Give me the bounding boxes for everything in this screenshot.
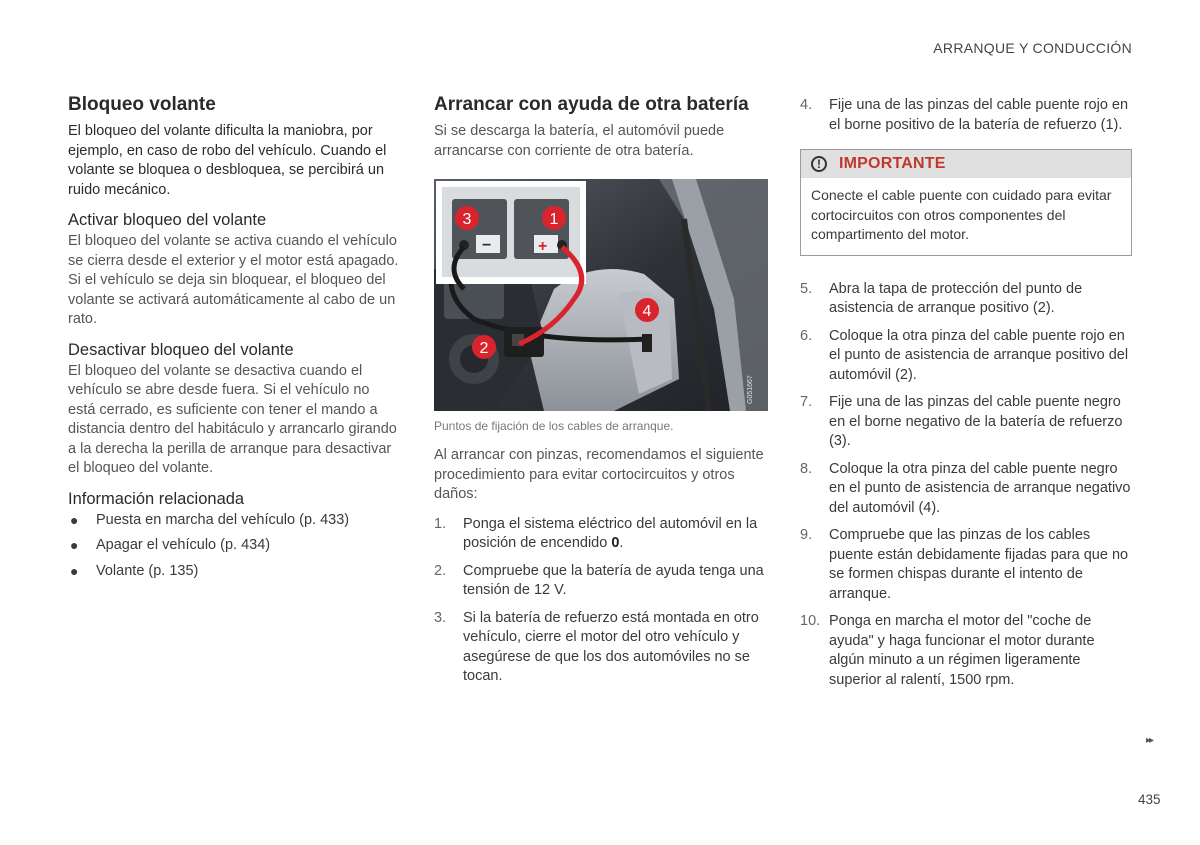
step-item: 3. Si la batería de refuerzo está montada en otro vehículo, cierre el motor del otro vehículo y asegúrese de que los dos automóviles no se tocan. [434,609,759,684]
important-title: IMPORTANTE [839,155,946,172]
activate-text: El bloqueo del volante se activa cuando el vehículo se cierra desde el exterior y el motor está apagado. Si el vehículo se deja sin bloquear, el bloqueo del volante se activará automáticamente al cabo de un rato. [68,233,399,327]
ignition-position: 0 [611,535,620,551]
related-list [68,511,400,582]
step-item: 4. Fije una de las pinzas del cable puente rojo en el borne positivo de la batería de refuerzo (1). [800,97,1129,133]
section-title-steering-lock: Bloqueo volante [68,94,216,115]
running-header: ARRANQUE Y CONDUCCIÓN [933,40,1132,56]
column-jump-start [434,94,768,695]
step-item: 8. Coloque la otra pinza del cable puente negro en el punto de asistencia de arranque negativo del automóvil (4). [800,460,1131,516]
callout-1 [542,206,566,230]
step-item: 7. Fije una de las pinzas del cable puente negro en el borne negativo de la batería de refuerzo (3). [800,394,1123,449]
steps-list-2b [800,280,1132,691]
page-number: 435 [1138,792,1161,807]
step-item: 6. Coloque la otra pinza del cable puente rojo en el punto de asistencia de arranque positivo del automóvil (2). [800,327,1129,383]
subtitle-deactivate: Desactivar bloqueo del volante [68,340,294,359]
section-title-jump-start: Arrancar con ayuda de otra batería [434,94,749,115]
bullet-icon: ● [70,537,79,553]
important-header [801,150,1131,178]
figure-caption: Puntos de fijación de los cables de arranque. [434,419,674,433]
step-item: 2. Compruebe que la batería de ayuda tenga una tensión de 12 V. [434,562,764,598]
plus-sign: + [538,238,548,255]
bullet-icon: ● [70,562,79,579]
negative-point [642,334,652,352]
subtitle-activate: Activar bloqueo del volante [68,211,267,229]
steps-list-1 [434,515,768,687]
svg-text:3: 3 [462,211,472,228]
engine-bay-illustration [434,179,768,411]
related-item[interactable]: ● Puesta en marcha del vehículo (p. 433) [68,511,400,531]
step-item: 1. Ponga el sistema eléctrico del automóvil en la posición de encendido 0. [434,515,758,551]
svg-text:4: 4 [642,303,652,320]
column-steering-lock [68,94,400,587]
svg-text:1: 1 [549,211,559,228]
steering-lock-intro: El bloqueo del volante dificulta la maniobra, por ejemplo, en caso de robo del vehículo. Cuando el volante se bloquea o desbloquea, se percibirá un ruido mecánico. [68,123,387,198]
step-item: 5. Abra la tapa de protección del punto de asistencia de arranque positivo (2). [800,280,1083,316]
deactivate-text: El bloqueo del volante se desactiva cuando el vehículo se abre desde fuera. Si el vehículo no está cerrado, es suficiente con tener el mando a distancia dentro del habitáculo y arrancarlo girando a la derecha la perilla de arranque para desactivar el bloqueo del volante. [68,362,397,476]
figure-code: G051667 [747,375,754,404]
procedure-lead: Al arrancar con pinzas, recomendamos el siguiente procedimiento para evitar cortocircuitos y otros daños: [434,447,764,502]
steps-list-2a [800,96,1132,135]
subtitle-related: Información relacionada [68,489,245,508]
callout-3 [455,206,479,230]
important-notice [800,149,1132,256]
continue-arrows-icon: ▸▸ [1146,735,1153,746]
step-item: 10. Ponga en marcha el motor del "coche de ayuda" y haga funcionar el motor durante algún minuto a un régimen ligeramente superior al ralentí, 1500 rpm. [800,613,1095,688]
callout-4 [635,298,659,322]
step-item: 9. Compruebe que las pinzas de los cables puente están debidamente fijadas para que no se formen chispas durante el intento de arranque. [800,527,1129,602]
jump-start-figure [434,179,768,411]
bullet-icon: ● [70,511,79,528]
callout-2 [472,335,496,359]
important-text: Conecte el cable puente con cuidado para evitar cortocircuitos con otros componentes del compartimento del motor. [811,187,1112,242]
column-jump-start-cont [800,96,1132,698]
related-item[interactable]: ● Apagar el vehículo (p. 434) [68,536,400,556]
minus-sign: − [482,237,492,254]
svg-text:2: 2 [479,340,489,357]
related-item[interactable]: ● Volante (p. 135) [68,562,400,582]
jump-start-intro: Si se descarga la batería, el automóvil puede arrancarse con corriente de otra batería. [434,123,725,159]
warning-icon: ! [811,156,827,172]
